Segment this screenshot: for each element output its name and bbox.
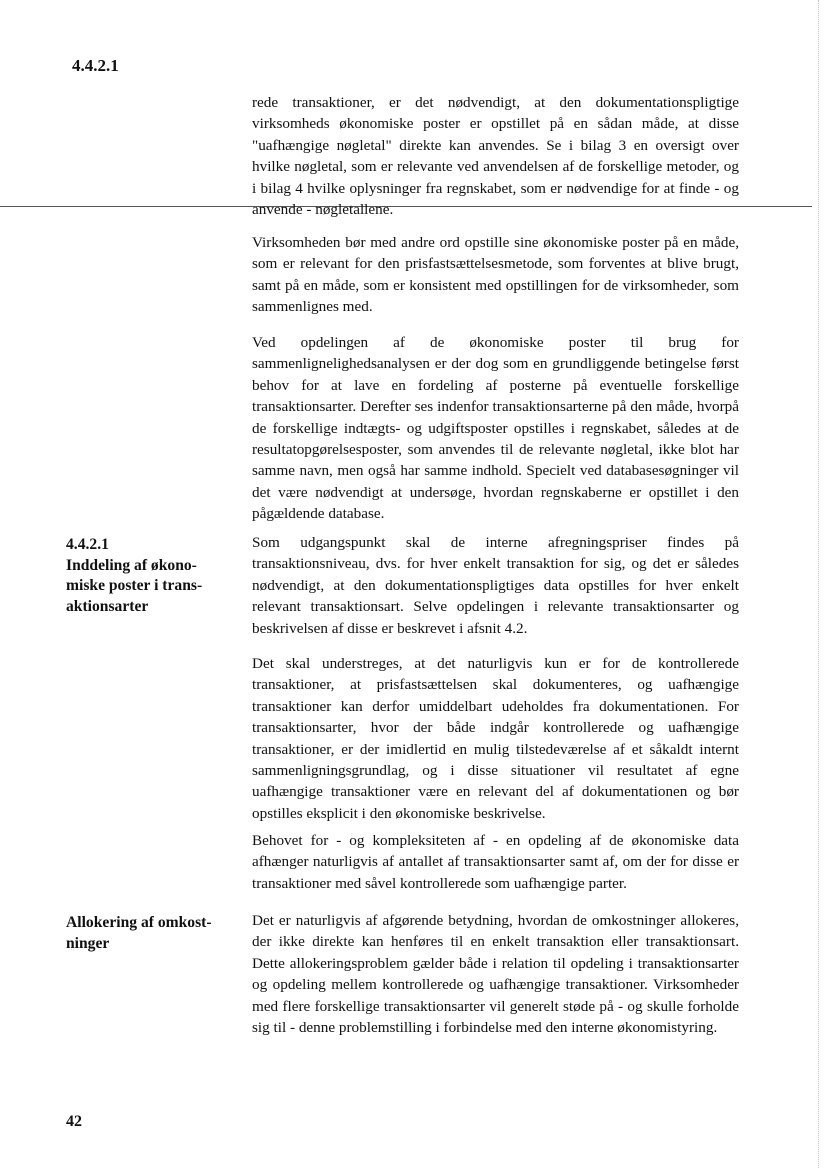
side-heading-line: aktionsarter <box>66 597 149 615</box>
paragraph-2: Virksomheden bør med andre ord opstille sine økonomiske poster på en måde, som er relevant for den prisfastsættelsesmetode, som forventes at blive brugt, samt på en måde, som er konsistent med opstillingen for de virksomheder, som sammenlignes med. <box>252 234 739 316</box>
side-heading-line: Inddeling af økono- <box>66 556 197 574</box>
page-number: 42 <box>66 1113 82 1130</box>
side-heading-line: ninger <box>66 934 110 952</box>
side-heading-line: miske poster i trans- <box>66 577 203 594</box>
paragraph-5: Det skal understreges, at det naturligvis kun er for de kontrollerede transaktioner, at prisfastsættelsen skal dokumenteres, og uafhængige transaktioner kan derfor umiddelbart udeholdes fra dokumentationen. For transaktionsarter, hvor der både indgår kontrollerede og uafhængige transaktioner, er der imidlertid en mulig tilstedeværelse af et såkaldt internt sammenligningsgrundlag, og i disse situationer vil resultatet af egne uafhængige transaktioner være en relevant del af dokumentationen og bør opstilles eksplicit i den økonomiske beskrivelse. <box>252 655 739 822</box>
paragraph-3: Ved opdelingen af de økonomiske poster til brug for sammenlignelighedsanalysen er der dog som en grundliggende betingelse først behov for at lave en fordeling af posterne på eventuelle forskellige transaktionsarter. Derefter ses indenfor transaktionsarterne på den måde, hvorpå de forskellige indtægts- og udgiftsposter opstilles i regnskabet, således at de resultatopgørelsesposter, som anvendes til de relevante nøgletal, ikke blot har samme navn, men også har samme indhold. Specielt ved databasesøgninger vil det være nødvendigt at undersøge, hvordan regnskaberne er opstillet i den pågældende database. <box>252 334 739 523</box>
side-heading-line: Allokering af omkost- <box>66 914 212 931</box>
side-heading-allokering <box>66 913 231 954</box>
page-edge <box>818 0 819 1168</box>
paragraph-4: Som udgangspunkt skal de interne afregningspriser findes på transaktionsniveau, dvs. for hver enkelt transaktion for sig, og det er således nødvendigt, at den dokumentationspligtiges data opstilles for hver enkelt relevant transaktionsart. Selve opdelingen i relevante transaktionsarter og beskrivelsen af disse er beskrevet i afsnit 4.2. <box>252 534 739 637</box>
paragraph-7: Det er naturligvis af afgørende betydning, hvordan de omkostninger allokeres, der ikke direkte kan henføres til en enkelt transaktion eller transaktionsart. Dette allokeringsproblem gælder både i relation til opdeling i transaktionsarter og opdeling mellem kontrollerede og uafhængige transaktioner. Virksomheder med flere forskellige transaktionsarter vil generelt støde på - og skulle forholde sig til - denne problemstilling i forbindelse med den interne økonomistyring. <box>252 912 739 1037</box>
paragraph-1: rede transaktioner, er det nødvendigt, at den dokumentationspligtige virksomheds økonomiske poster er opstillet på en sådan måde, at disse "uafhængige nøgletal" direkte kan anvendes. Se i bilag 3 en oversigt over hvilke nøgletal, som er relevante ved anvendelsen af de forskellige metoder, og i bilag 4 hvilke oplysninger fra regnskabet, som er nødvendige for at finde - og anvende - nøgletallene. <box>252 94 739 219</box>
section-number-header: 4.4.2.1 <box>72 56 119 75</box>
side-heading-inddeling <box>66 535 231 617</box>
paragraph-6: Behovet for - og kompleksiteten af - en opdeling af de økonomiske data afhænger naturligvis af antallet af transaktionsarter samt af, om der for disse er transaktioner med såvel kontrollerede som uafhængige parter. <box>252 832 739 892</box>
side-heading-line: 4.4.2.1 <box>66 536 109 553</box>
